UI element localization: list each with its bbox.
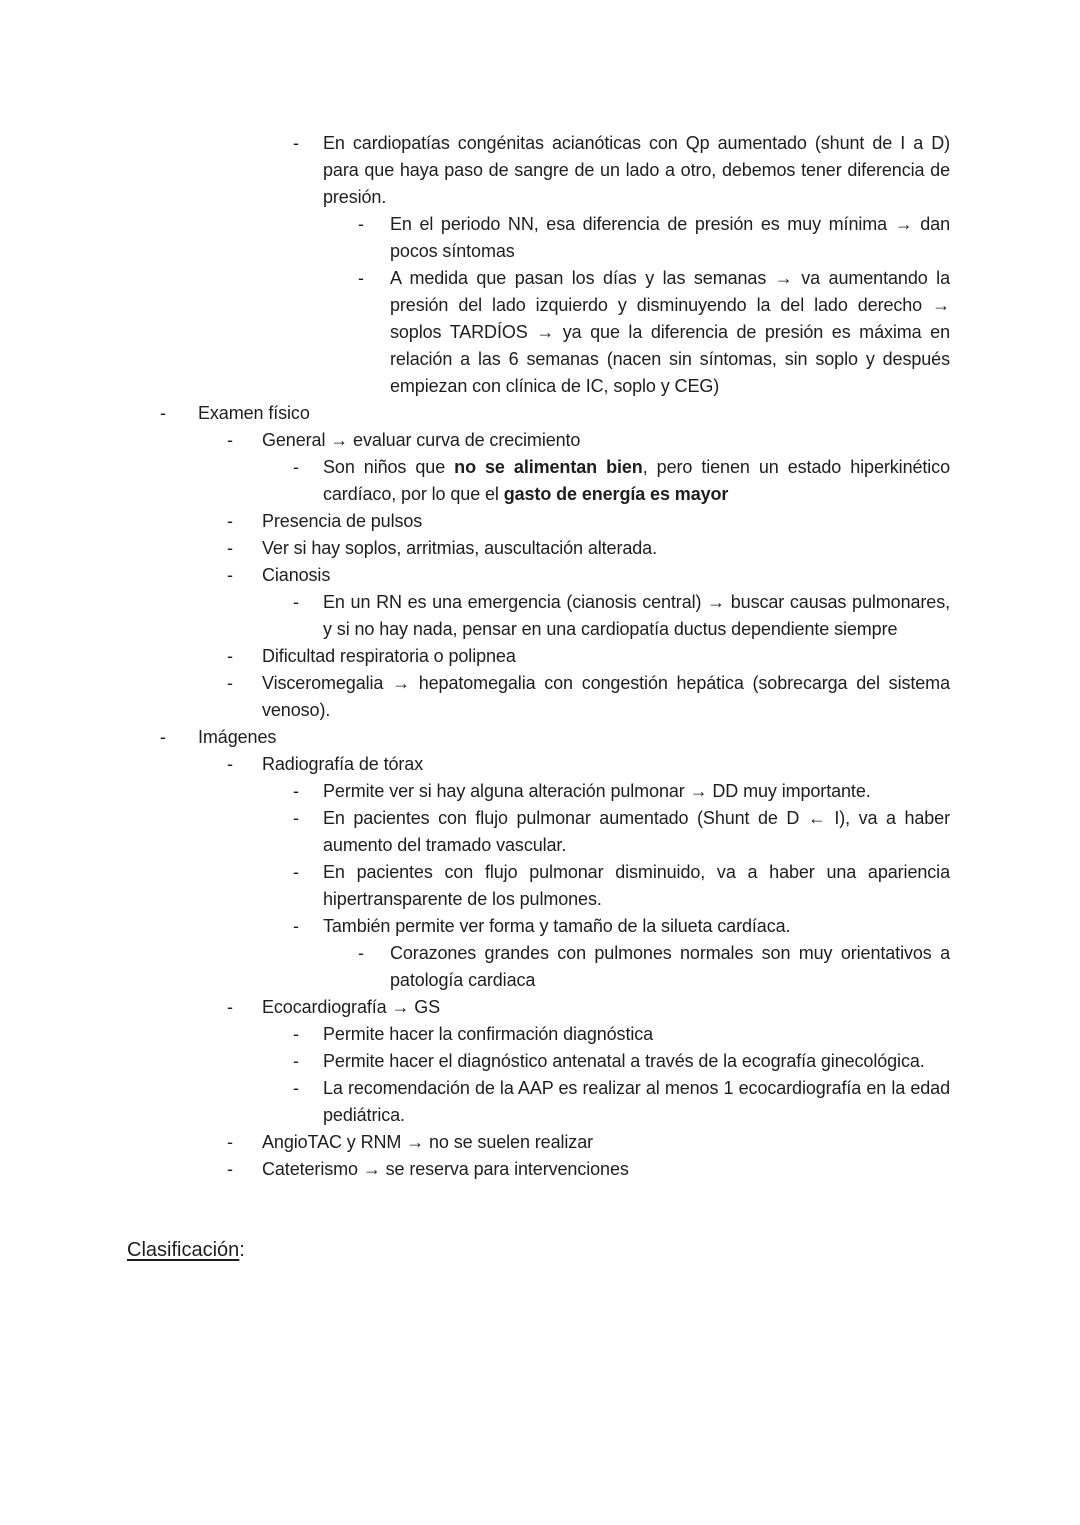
bullet-dash: -: [227, 673, 233, 693]
list-item-text: AngioTAC y RNM → no se suelen realizar: [262, 1132, 593, 1152]
list-item-text: Permite hacer el diagnóstico antenatal a través de la ecografía ginecológica.: [323, 1051, 925, 1071]
bullet-dash: -: [227, 754, 233, 774]
list-item: [127, 562, 950, 589]
list-item: [127, 1075, 950, 1129]
text-segment: , pero tienen un estado hiperkinético cardíaco, por lo que el: [323, 457, 950, 504]
bullet-dash: -: [227, 1159, 233, 1179]
bullet-dash: -: [358, 268, 364, 288]
list-item: [127, 211, 950, 265]
list-item-text: En el periodo NN, esa diferencia de presión es muy mínima → dan pocos síntomas: [390, 214, 950, 261]
text-segment-bold: gasto de energía es mayor: [503, 484, 729, 504]
list-item: [127, 1129, 950, 1156]
list-item: [127, 265, 950, 400]
section-heading-colon: :: [239, 1239, 245, 1261]
bullet-dash: -: [293, 1078, 299, 1098]
list-item: [127, 724, 950, 751]
list-item: [127, 751, 950, 778]
bullet-dash: -: [227, 511, 233, 531]
bullet-dash: -: [227, 997, 233, 1017]
list-item-text: Ver si hay soplos, arritmias, auscultación alterada.: [262, 538, 657, 558]
list-item-text: Ecocardiografía → GS: [262, 997, 441, 1017]
list-item: [127, 1021, 950, 1048]
list-item: [127, 859, 950, 913]
list-item-text: Cateterismo → se reserva para intervenciones: [262, 1159, 629, 1179]
list-item-text: Cianosis: [262, 565, 331, 585]
list-item: [127, 778, 950, 805]
list-item: [127, 130, 950, 211]
bullet-dash: -: [293, 781, 299, 801]
bullet-dash: -: [227, 565, 233, 585]
list-item: [127, 427, 950, 454]
bullet-dash: -: [227, 538, 233, 558]
list-item: [127, 1048, 950, 1075]
bullet-dash: -: [160, 727, 166, 747]
list-item: [127, 994, 950, 1021]
list-item-text: Permite ver si hay alguna alteración pulmonar → DD muy importante.: [323, 781, 871, 801]
list-item-text: En pacientes con flujo pulmonar aumentado (Shunt de D ← I), va a haber aumento del tramado vascular.: [323, 808, 950, 855]
list-item-text: En cardiopatías congénitas acianóticas con Qp aumentado (shunt de I a D) para que haya paso de sangre de un lado a otro, debemos tener diferencia de presión.: [323, 133, 950, 207]
bullet-dash: -: [293, 592, 299, 612]
list-item: [127, 913, 950, 940]
list-item: [127, 535, 950, 562]
list-item-text: Presencia de pulsos: [262, 511, 423, 531]
list-item: [127, 1156, 950, 1183]
text-segment: Son niños que: [323, 457, 455, 477]
bullet-dash: -: [227, 646, 233, 666]
list-item-text: [323, 457, 950, 504]
list-item: [127, 589, 950, 643]
bullet-dash: -: [293, 1051, 299, 1071]
list-item: [127, 643, 950, 670]
bullet-dash: -: [293, 1024, 299, 1044]
list-item: [127, 940, 950, 994]
list-item: [127, 805, 950, 859]
list-item-text: General → evaluar curva de crecimiento: [262, 430, 581, 450]
list-item-text: Visceromegalia → hepatomegalia con congestión hepática (sobrecarga del sistema venoso).: [262, 673, 950, 720]
list-item-text: Permite hacer la confirmación diagnóstica: [323, 1024, 654, 1044]
list-item-text: Radiografía de tórax: [262, 754, 424, 774]
text-segment-bold: no se alimentan bien: [454, 457, 643, 477]
list-item: [127, 400, 950, 427]
bullet-dash: -: [358, 943, 364, 963]
bullet-dash: -: [293, 133, 299, 153]
list-item-text: A medida que pasan los días y las semanas → va aumentando la presión del lado izquierdo y disminuyendo la del lado derecho → soplos TARDÍOS → ya que la diferencia de presión es máxima en relación a las 6 semanas (nacen sin síntomas, sin soplo y después empiezan con clínica de IC, soplo y CEG): [390, 268, 950, 396]
section-heading-text: Clasificación: [127, 1239, 240, 1261]
list-item-text: La recomendación de la AAP es realizar al menos 1 ecocardiografía en la edad pediátrica.: [323, 1078, 950, 1125]
bullet-dash: -: [358, 214, 364, 234]
bullet-dash: -: [293, 862, 299, 882]
list-item-text: En pacientes con flujo pulmonar disminuido, va a haber una apariencia hipertransparente de los pulmones.: [323, 862, 950, 909]
list-item-text: También permite ver forma y tamaño de la silueta cardíaca.: [323, 916, 791, 936]
bullet-dash: -: [293, 916, 299, 936]
bullet-dash: -: [227, 430, 233, 450]
bullet-dash: -: [293, 457, 299, 477]
list-item: [127, 454, 950, 508]
list-item-text: Examen físico: [198, 403, 310, 423]
list-item: [127, 508, 950, 535]
list-item-text: En un RN es una emergencia (cianosis central) → buscar causas pulmonares, y si no hay nada, pensar en una cardiopatía ductus dependiente siempre: [323, 592, 950, 639]
bullet-dash: -: [293, 808, 299, 828]
section-heading: [127, 1237, 950, 1264]
list-item-text: Imágenes: [198, 727, 277, 747]
list-item-text: Dificultad respiratoria o polipnea: [262, 646, 516, 666]
bullet-dash: -: [227, 1132, 233, 1152]
bullet-dash: -: [160, 403, 166, 423]
list-item: [127, 670, 950, 724]
list-item-text: Corazones grandes con pulmones normales son muy orientativos a patología cardiaca: [390, 943, 950, 990]
